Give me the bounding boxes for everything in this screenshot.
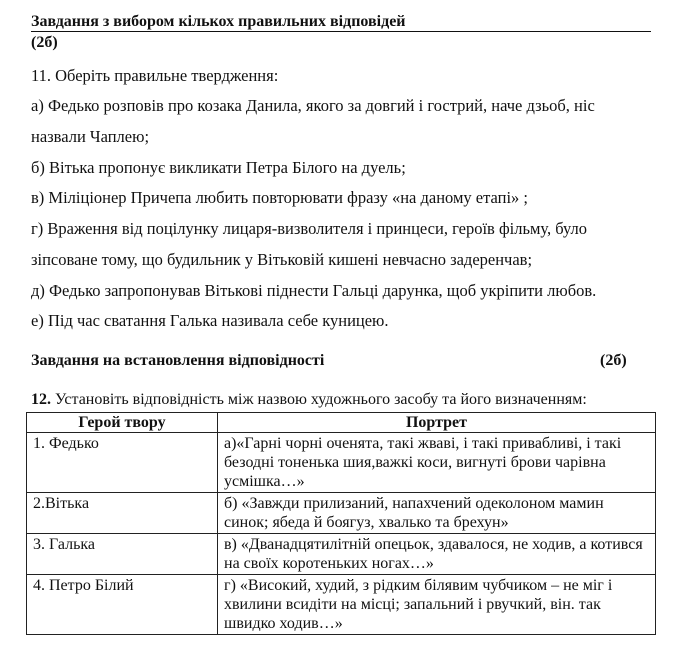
- q11-option-v: в) Міліціонер Причепа любить повторювати фразу «на даному етапі» ;: [31, 188, 528, 207]
- hero-cell: 2.Вітька: [27, 493, 218, 534]
- section2-title: Завдання на встановлення відповідності: [31, 352, 325, 369]
- hero-cell: 4. Петро Білий: [27, 575, 218, 635]
- table-row: [27, 493, 656, 534]
- q11-option-a-line2: назвали Чаплею;: [31, 127, 150, 146]
- table-row: [27, 534, 656, 575]
- portrait-cell: г) «Високий, худий, з рідким білявим чубчиком – не міг і хвилини всидіти на місці; запальний і рвучкий, він. так швидко ходив…»: [218, 575, 656, 635]
- portrait-cell: в) «Дванадцятилітній опецьок, здавалося, не ходив, а котився на своїх коротеньких ногах…»: [218, 534, 656, 575]
- q11-option-b: б) Вітька пропонує викликати Петра Білого на дуель;: [31, 158, 406, 177]
- header-hero: Герой твору: [27, 413, 218, 433]
- q11-option-g-line1: г) Враження від поцілунку лицаря-визволителя і принцеси, героїв фільму, було: [31, 219, 588, 238]
- q11-option-e: е) Під час сватання Галька називала себе куницею.: [31, 311, 389, 330]
- q11-prompt: 11. Оберіть правильне твердження:: [31, 66, 279, 85]
- q12-heading: [31, 391, 587, 409]
- q12-prompt: Установіть відповідність між назвою художнього засобу та його визначенням:: [55, 391, 587, 408]
- section2-points: (2б): [600, 352, 627, 369]
- section1-underline: [31, 31, 651, 32]
- header-portrait: Портрет: [218, 413, 656, 433]
- q11-option-d: д) Федько запропонував Вітькові піднести Гальці дарунка, щоб укріпити любов.: [31, 281, 597, 300]
- portrait-cell: б) «Завжди прилизаний, напахчений одеколоном мамин синок; ябеда й боягуз, хвалько та брехун»: [218, 493, 656, 534]
- table-row: [27, 433, 656, 493]
- section1-points: (2б): [31, 34, 58, 51]
- q11-option-a-line1: а) Федько розповів про козака Данила, якого за довгий і гострий, наче дзьоб, ніс: [31, 96, 595, 115]
- hero-cell: 3. Галька: [27, 534, 218, 575]
- matching-table: [26, 412, 656, 635]
- table-row: [27, 575, 656, 635]
- section1-title: Завдання з вибором кількох правильних відповідей: [31, 13, 406, 30]
- q12-number: 12.: [31, 391, 51, 408]
- q11-option-g-line2: зіпсоване тому, що будильник у Вітьковій кишені невчасно задеренчав;: [31, 250, 533, 269]
- portrait-cell: а)«Гарні чорні оченята, такі жваві, і такі привабливі, і такі безодні тоненька шия,важкі коси, вигнуті брови чарівна усмішка…»: [218, 433, 656, 493]
- hero-cell: 1. Федько: [27, 433, 218, 493]
- table-header-row: [27, 413, 656, 433]
